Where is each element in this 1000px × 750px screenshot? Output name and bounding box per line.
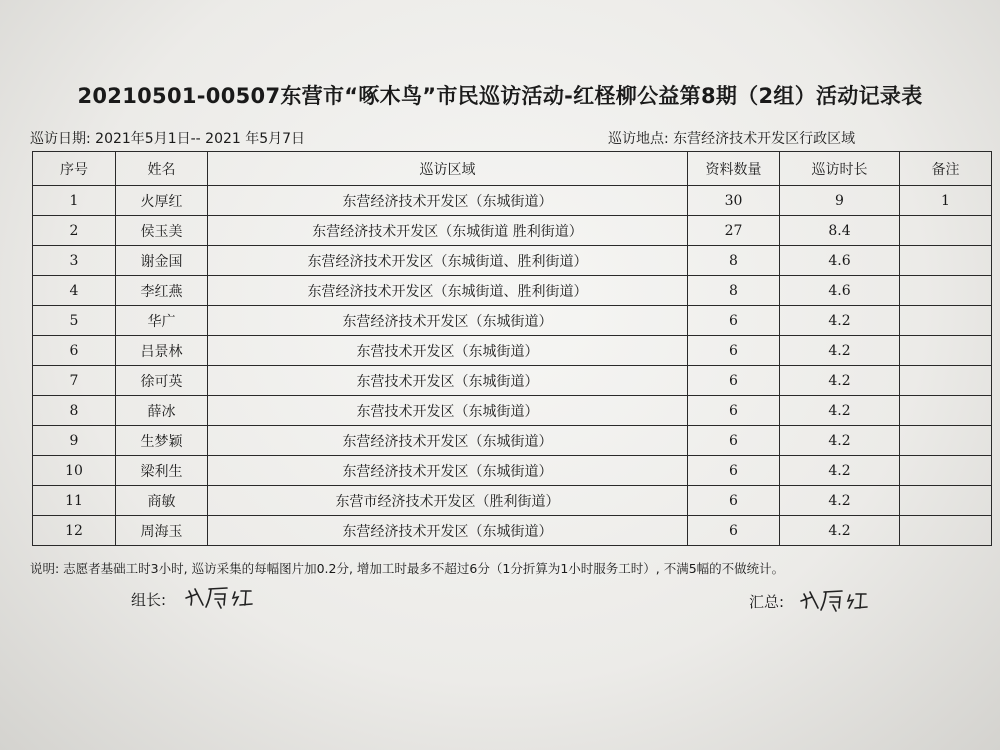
cell-hours: 4.2 xyxy=(780,516,900,546)
cell-hours: 8.4 xyxy=(780,216,900,246)
cell-count: 6 xyxy=(688,306,780,336)
cell-area: 东营市经济技术开发区（胜利街道） xyxy=(208,486,688,516)
cell-name: 周海玉 xyxy=(116,516,208,546)
cell-note xyxy=(900,456,992,486)
cell-area: 东营技术开发区（东城街道） xyxy=(208,396,688,426)
cell-note: 1 xyxy=(900,186,992,216)
cell-hours: 4.2 xyxy=(780,486,900,516)
cell-count: 27 xyxy=(688,216,780,246)
cell-number: 9 xyxy=(33,426,116,456)
header-name: 姓名 xyxy=(116,152,208,186)
cell-note xyxy=(900,426,992,456)
cell-name: 梁利生 xyxy=(116,456,208,486)
summary-signature xyxy=(798,586,870,614)
cell-count: 6 xyxy=(688,426,780,456)
cell-area: 东营技术开发区（东城街道） xyxy=(208,336,688,366)
cell-count: 6 xyxy=(688,396,780,426)
cell-area: 东营经济技术开发区（东城街道） xyxy=(208,186,688,216)
cell-count: 6 xyxy=(688,486,780,516)
cell-area: 东营技术开发区（东城街道） xyxy=(208,366,688,396)
cell-hours: 4.2 xyxy=(780,456,900,486)
document-title: 20210501-00507东营市“啄木鸟”市民巡访活动-红柽柳公益第8期（2组）活动记录表 xyxy=(77,84,923,108)
cell-hours: 4.2 xyxy=(780,306,900,336)
cell-name: 吕景林 xyxy=(116,336,208,366)
table-row xyxy=(33,396,992,426)
cell-hours: 4.6 xyxy=(780,246,900,276)
header-hours: 巡访时长 xyxy=(780,152,900,186)
cell-area: 东营经济技术开发区（东城街道 胜利街道） xyxy=(208,216,688,246)
explanation-note: 说明: 志愿者基础工时3小时, 巡访采集的每幅图片加0.2分, 增加工时最多不超过6分（1分折算为1小时服务工时）, 不满5幅的不做统计。 xyxy=(30,561,785,576)
cell-note xyxy=(900,486,992,516)
cell-note xyxy=(900,336,992,366)
table-row xyxy=(33,426,992,456)
cell-name: 生梦颖 xyxy=(116,426,208,456)
cell-number: 4 xyxy=(33,276,116,306)
cell-note xyxy=(900,396,992,426)
table-row xyxy=(33,366,992,396)
summary-label: 汇总: xyxy=(749,593,785,611)
table-row xyxy=(33,336,992,366)
cell-area: 东营经济技术开发区（东城街道） xyxy=(208,426,688,456)
table-row xyxy=(33,516,992,546)
table-header-row xyxy=(33,152,992,186)
header-count: 资料数量 xyxy=(688,152,780,186)
cell-count: 6 xyxy=(688,336,780,366)
cell-area: 东营经济技术开发区（东城街道） xyxy=(208,306,688,336)
cell-area: 东营经济技术开发区（东城街道） xyxy=(208,516,688,546)
cell-note xyxy=(900,246,992,276)
table-row xyxy=(33,486,992,516)
cell-note xyxy=(900,306,992,336)
group-leader-signature xyxy=(183,583,255,611)
cell-count: 8 xyxy=(688,246,780,276)
cell-count: 6 xyxy=(688,516,780,546)
cell-count: 8 xyxy=(688,276,780,306)
cell-hours: 4.2 xyxy=(780,366,900,396)
cell-number: 1 xyxy=(33,186,116,216)
cell-area: 东营经济技术开发区（东城街道、胜利街道） xyxy=(208,276,688,306)
cell-name: 李红燕 xyxy=(116,276,208,306)
cell-name: 商敏 xyxy=(116,486,208,516)
cell-number: 10 xyxy=(33,456,116,486)
visit-location: 巡访地点: 东营经济技术开发区行政区域 xyxy=(608,131,856,147)
header-number: 序号 xyxy=(33,152,116,186)
cell-name: 谢金国 xyxy=(116,246,208,276)
record-table xyxy=(32,151,992,546)
cell-count: 6 xyxy=(688,456,780,486)
header-area: 巡访区域 xyxy=(208,152,688,186)
cell-number: 8 xyxy=(33,396,116,426)
cell-count: 6 xyxy=(688,366,780,396)
cell-number: 6 xyxy=(33,336,116,366)
cell-number: 5 xyxy=(33,306,116,336)
table-row xyxy=(33,456,992,486)
cell-note xyxy=(900,516,992,546)
cell-hours: 9 xyxy=(780,186,900,216)
cell-number: 3 xyxy=(33,246,116,276)
table-row xyxy=(33,216,992,246)
cell-note xyxy=(900,276,992,306)
table-row xyxy=(33,276,992,306)
visit-dates: 巡访日期: 2021年5月1日-- 2021 年5月7日 xyxy=(30,131,306,147)
cell-area: 东营经济技术开发区（东城街道） xyxy=(208,456,688,486)
table-row xyxy=(33,246,992,276)
cell-hours: 4.2 xyxy=(780,396,900,426)
cell-number: 7 xyxy=(33,366,116,396)
cell-number: 2 xyxy=(33,216,116,246)
table-row xyxy=(33,306,992,336)
header-note: 备注 xyxy=(900,152,992,186)
cell-name: 火厚红 xyxy=(116,186,208,216)
table-row xyxy=(33,186,992,216)
group-leader-label: 组长: xyxy=(131,591,167,609)
cell-name: 徐可英 xyxy=(116,366,208,396)
cell-number: 12 xyxy=(33,516,116,546)
cell-name: 华广 xyxy=(116,306,208,336)
cell-number: 11 xyxy=(33,486,116,516)
cell-name: 薛冰 xyxy=(116,396,208,426)
cell-area: 东营经济技术开发区（东城街道、胜利街道） xyxy=(208,246,688,276)
cell-name: 侯玉美 xyxy=(116,216,208,246)
cell-count: 30 xyxy=(688,186,780,216)
cell-hours: 4.2 xyxy=(780,336,900,366)
cell-note xyxy=(900,216,992,246)
cell-note xyxy=(900,366,992,396)
cell-hours: 4.6 xyxy=(780,276,900,306)
cell-hours: 4.2 xyxy=(780,426,900,456)
